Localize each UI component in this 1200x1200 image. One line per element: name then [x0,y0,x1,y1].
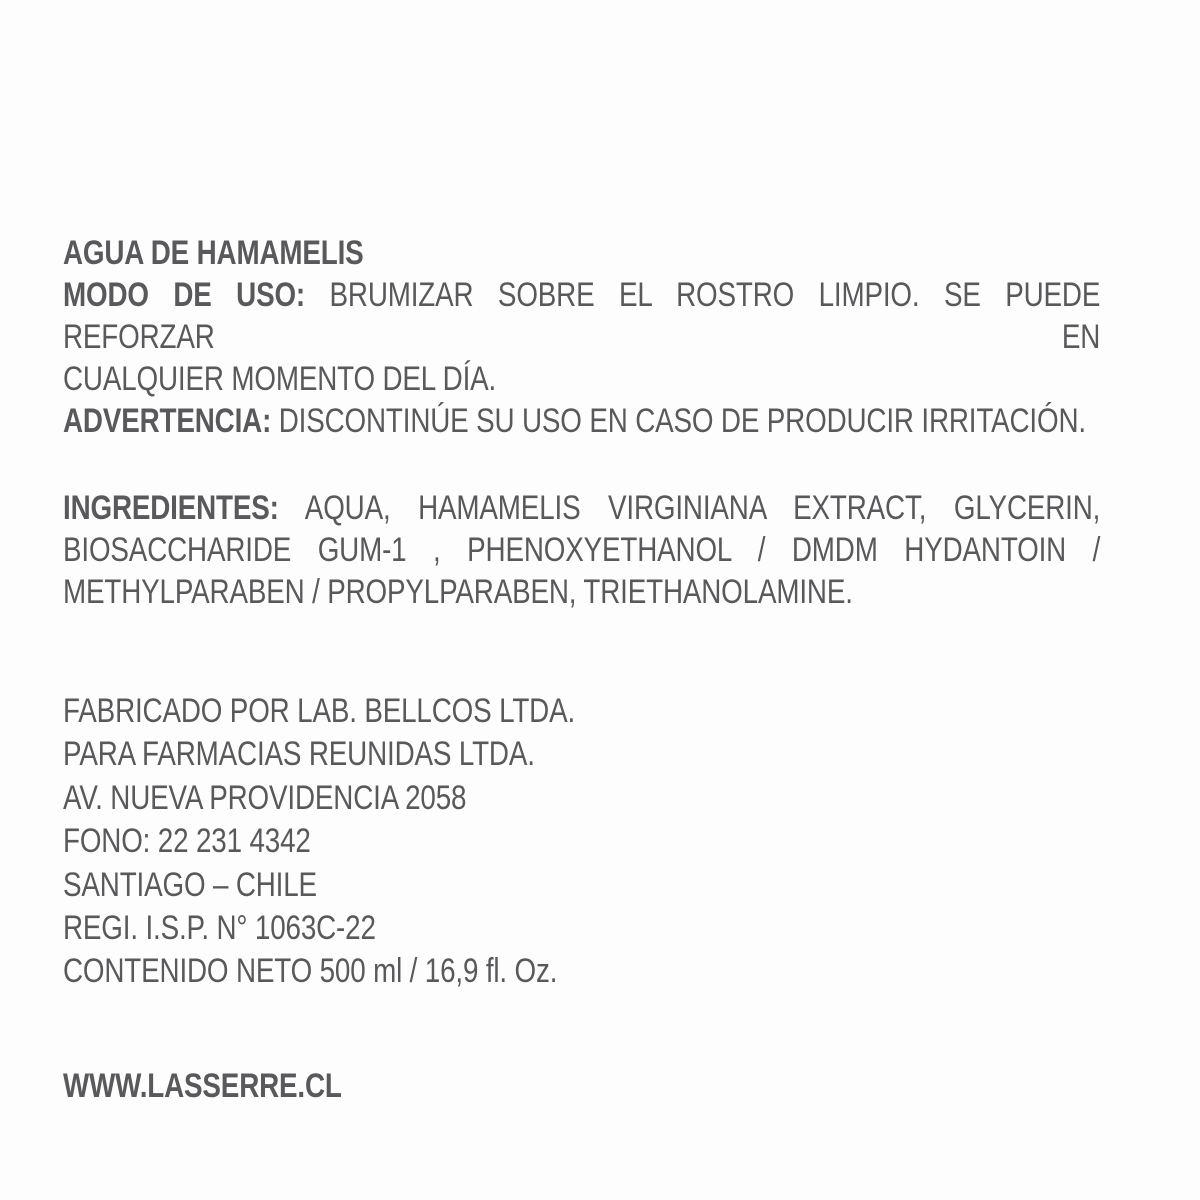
product-name: AGUA DE HAMAMELIS [63,234,364,272]
address-line: AV. NUEVA PROVIDENCIA 2058 [63,778,467,817]
usage-text-line2: CUALQUIER MOMENTO DEL DÍA. [63,360,497,398]
usage-warning-section [63,232,1100,442]
warning-line [63,400,1100,442]
ingredients-text-line3: METHYLPARABEN / PROPYLPARABEN, TRIETHANOLAMINE. [63,573,853,611]
ingredients-line-1 [63,487,1100,529]
warning-label: ADVERTENCIA: [63,402,272,440]
phone-line: FONO: 22 231 4342 [63,822,311,861]
distributor-line: PARA FARMACIAS REUNIDAS LTDA. [63,735,535,774]
ingredients-label: INGREDIENTES: [63,489,279,527]
ingredients-section [63,487,1100,613]
usage-text-line1: BRUMIZAR SOBRE EL ROSTRO LIMPIO. SE PUEDE REFORZAR EN [63,276,1101,356]
usage-label: MODO DE USO: [63,276,306,314]
manufacturer-line: FABRICADO POR LAB. BELLCOS LTDA. [63,692,576,730]
ingredients-text-line1: AQUA, HAMAMELIS VIRGINIANA EXTRACT, GLYCERIN, [304,489,1101,527]
manufacturer-section [63,690,1100,994]
website-url: WWW.LASSERRE.CL [63,1067,342,1105]
city-country-line: SANTIAGO – CHILE [63,865,317,904]
net-content-line: CONTENIDO NETO 500 ml / 16,9 fl. Oz. [63,952,558,991]
usage-line-1 [63,274,1100,358]
warning-text: DISCONTINÚE SU USO EN CASO DE PRODUCIR IRRITACIÓN. [278,402,1086,440]
website-section [63,1065,1100,1107]
registration-line: REGI. I.S.P. N° 1063C-22 [63,909,376,948]
ingredients-text-line2: BIOSACCHARIDE GUM-1 , PHENOXYETHANOL / DMDM HYDANTOIN / [63,531,1101,569]
